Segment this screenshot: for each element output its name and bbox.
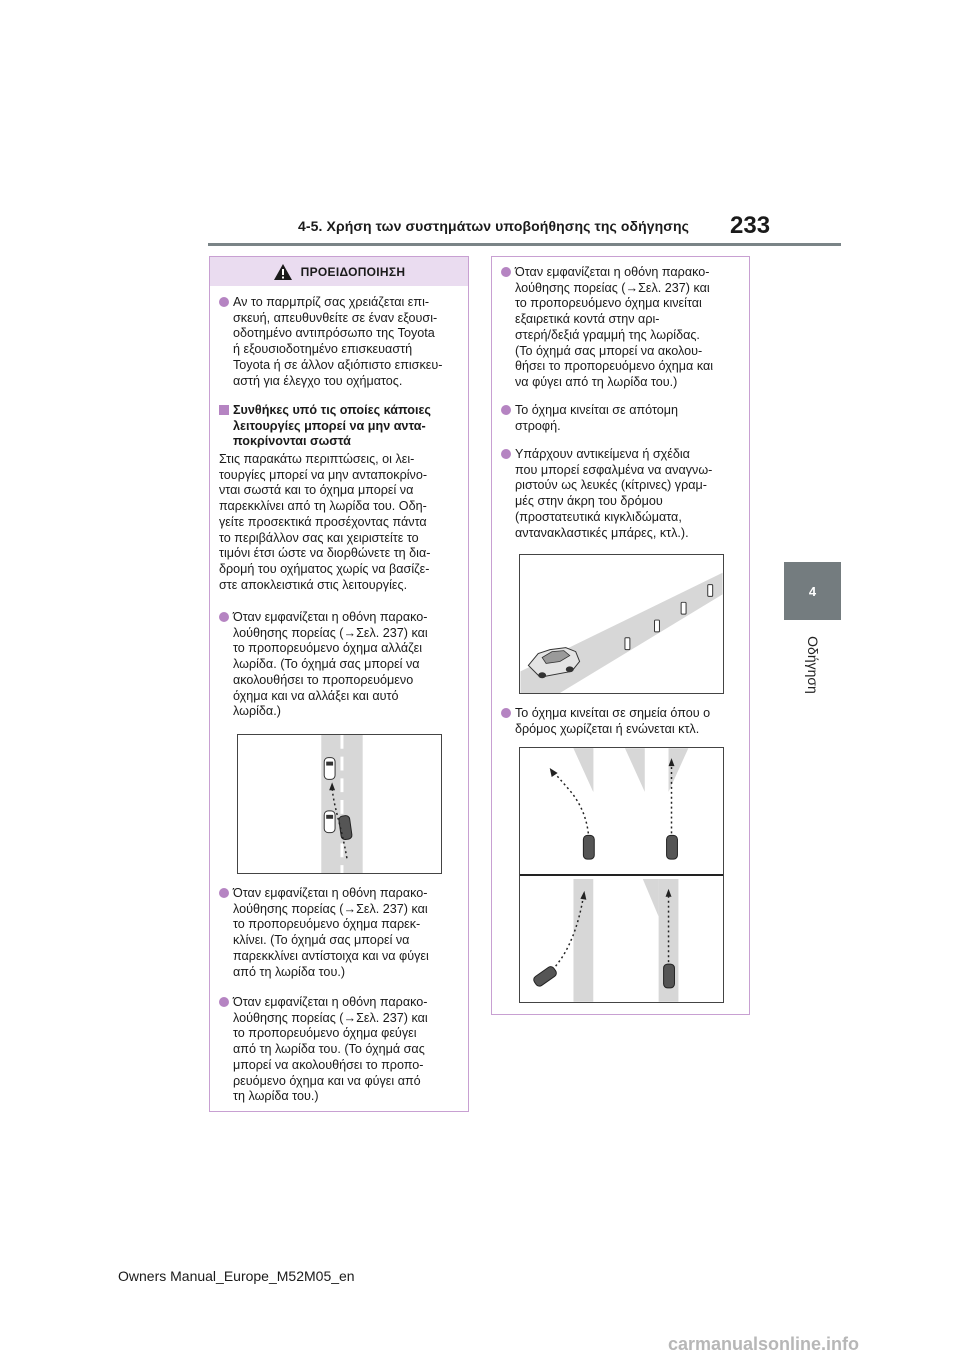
bullet-objects: [501, 447, 741, 541]
car-icon: [324, 758, 335, 780]
conditions-intro: Στις παρακάτω περιπτώσεις, οι λει- τουργίες μπορεί να μην ανταποκρίνο- νται σωστά και το όχημα μπορεί να παρεκκλίνει από τη λωρίδα του. Οδη- γείτε προσεκτικά προσέχοντας πάντα το περιβάλλον σας και χειριστείτε το τιμόνι έτσι ώστε να διορθώνετε τη δια- δρομή του οχήματος χωρίς να βασίζε- στε αποκλειστικά στις λειτουργίες.: [219, 452, 431, 592]
split-merge-illustration: [520, 748, 723, 1002]
bullet-windshield-text: Αν το παρμπρίζ σας χρειάζεται επι- σκευή, απευθυνθείτε σε έναν εξουσι- οδοτημένο αντιπρόσωπο της Toyota ή εξουσιοδοτημένο επισκευαστή Toyota ή σε άλλον αξιόπιστο επισκευ- αστή για έλεγχο του οχήματος.: [233, 295, 443, 388]
bullet-near-line: [501, 265, 741, 391]
car-icon: [583, 835, 594, 859]
warning-header: [210, 257, 468, 286]
car-icon: [532, 965, 558, 988]
chapter-number: 4: [808, 583, 817, 599]
bullet-drift: [219, 886, 460, 980]
warning-box-right: [491, 256, 750, 1015]
bullet-dot-icon: [501, 449, 511, 459]
square-bullet-icon: [219, 405, 229, 415]
bullet-lane-change: [219, 610, 460, 720]
chapter-label: [798, 630, 828, 700]
chapter-tab: [784, 562, 841, 620]
bullet-split-merge-text: Το όχημα κινείται σε σημεία όπου ο δρόμος χωρίζεται ή ενώνεται κτλ.: [515, 706, 711, 736]
bullet-leave-lane-text: Όταν εμφανίζεται η οθόνη παρακο- λούθησης πορείας (→Σελ. 237) και το προπορευόμενο όχημα φεύγει από τη λωρίδα του. (Το όχημά σας μπορεί να ακολουθήσει το προπο- ρευόμενο όχημα και να φύγει από τη λωρίδα του.): [233, 995, 428, 1104]
bullet-dot-icon: [219, 888, 229, 898]
figure-guardrails: [519, 554, 724, 694]
bullet-near-line-text: Όταν εμφανίζεται η οθόνη παρακο- λούθησης πορείας (→Σελ. 237) και το προπορευόμενο όχημα κινείται εξαιρετικά κοντά στην αρι- στερή/δεξιά γραμμή της λωρίδας. (Το όχημά σας μπορεί να ακολου- θήσει το προπορευόμενο όχημα και να φύγει από τη λωρίδα του.): [515, 265, 714, 389]
chapter-label-text: Οδήγηση: [805, 636, 821, 694]
bullet-dot-icon: [219, 297, 229, 307]
car-icon: [324, 811, 335, 833]
bullet-dot-icon: [501, 708, 511, 718]
bullet-leave-lane: [219, 995, 460, 1105]
bullet-dot-icon: [219, 997, 229, 1007]
bullet-objects-text: Υπάρχουν αντικείμενα ή σχέδια που μπορεί εσφαλμένα να αναγνω- ριστούν ως λευκές (κίτρινες) γραμ- μές στην άκρη του δρόμου (προστατευτικά κιγκλιδώματα, αντανακλαστικές μπάρες, κτλ.).: [515, 447, 713, 540]
footer-manual-id: Owners Manual_Europe_M52M05_en: [118, 1268, 355, 1284]
warning-triangle-icon: [273, 263, 293, 281]
bullet-sharp-turn-text: Το όχημα κινείται σε απότομη στροφή.: [515, 403, 679, 433]
conditions-heading-text: Συνθήκες υπό τις οποίες κάποιες λειτουργίες μπορεί να μην αντα- ποκρίνονται σωστά: [233, 403, 431, 449]
watermark-logo: carmanualsonline.info: [668, 1334, 860, 1354]
bullet-dot-icon: [501, 405, 511, 415]
section-title: 4-5. Χρήση των συστημάτων υποβοήθησης της οδήγησης: [298, 218, 689, 234]
bullet-windshield: [219, 295, 460, 389]
bullet-sharp-turn: [501, 403, 741, 434]
warning-box-left: [209, 256, 469, 1112]
guardrail-illustration: [520, 555, 723, 693]
page-number: 233: [730, 212, 771, 239]
lane-change-illustration: [238, 735, 441, 873]
header-rule: [208, 243, 841, 246]
bullet-dot-icon: [219, 612, 229, 622]
car-icon: [664, 964, 675, 988]
figure-split-merge: [519, 747, 724, 1003]
car-icon: [667, 835, 678, 859]
bullet-drift-text: Όταν εμφανίζεται η οθόνη παρακο- λούθησης πορείας (→Σελ. 237) και το προπορευόμενο όχημα παρεκ- κλίνει. (Το όχημά σας μπορεί να παρεκκλίνει αντίστοιχα και να φύγει από τη λωρίδα του.): [233, 886, 429, 979]
bullet-dot-icon: [501, 267, 511, 277]
bullet-split-merge: [501, 706, 741, 737]
warning-title: ΠΡΟΕΙΔΟΠΟΙΗΣΗ: [300, 264, 406, 279]
bullet-lane-change-text: Όταν εμφανίζεται η οθόνη παρακο- λούθησης πορείας (→Σελ. 237) και το προπορευόμενο όχημα αλλάζει λωρίδα. (Το όχημά σας μπορεί να ακολουθήσει το προπορευόμενο όχημα και να αλλάξει και αυτό λωρίδα.): [233, 610, 428, 719]
figure-lane-change: [237, 734, 442, 874]
conditions-heading: [219, 403, 460, 450]
